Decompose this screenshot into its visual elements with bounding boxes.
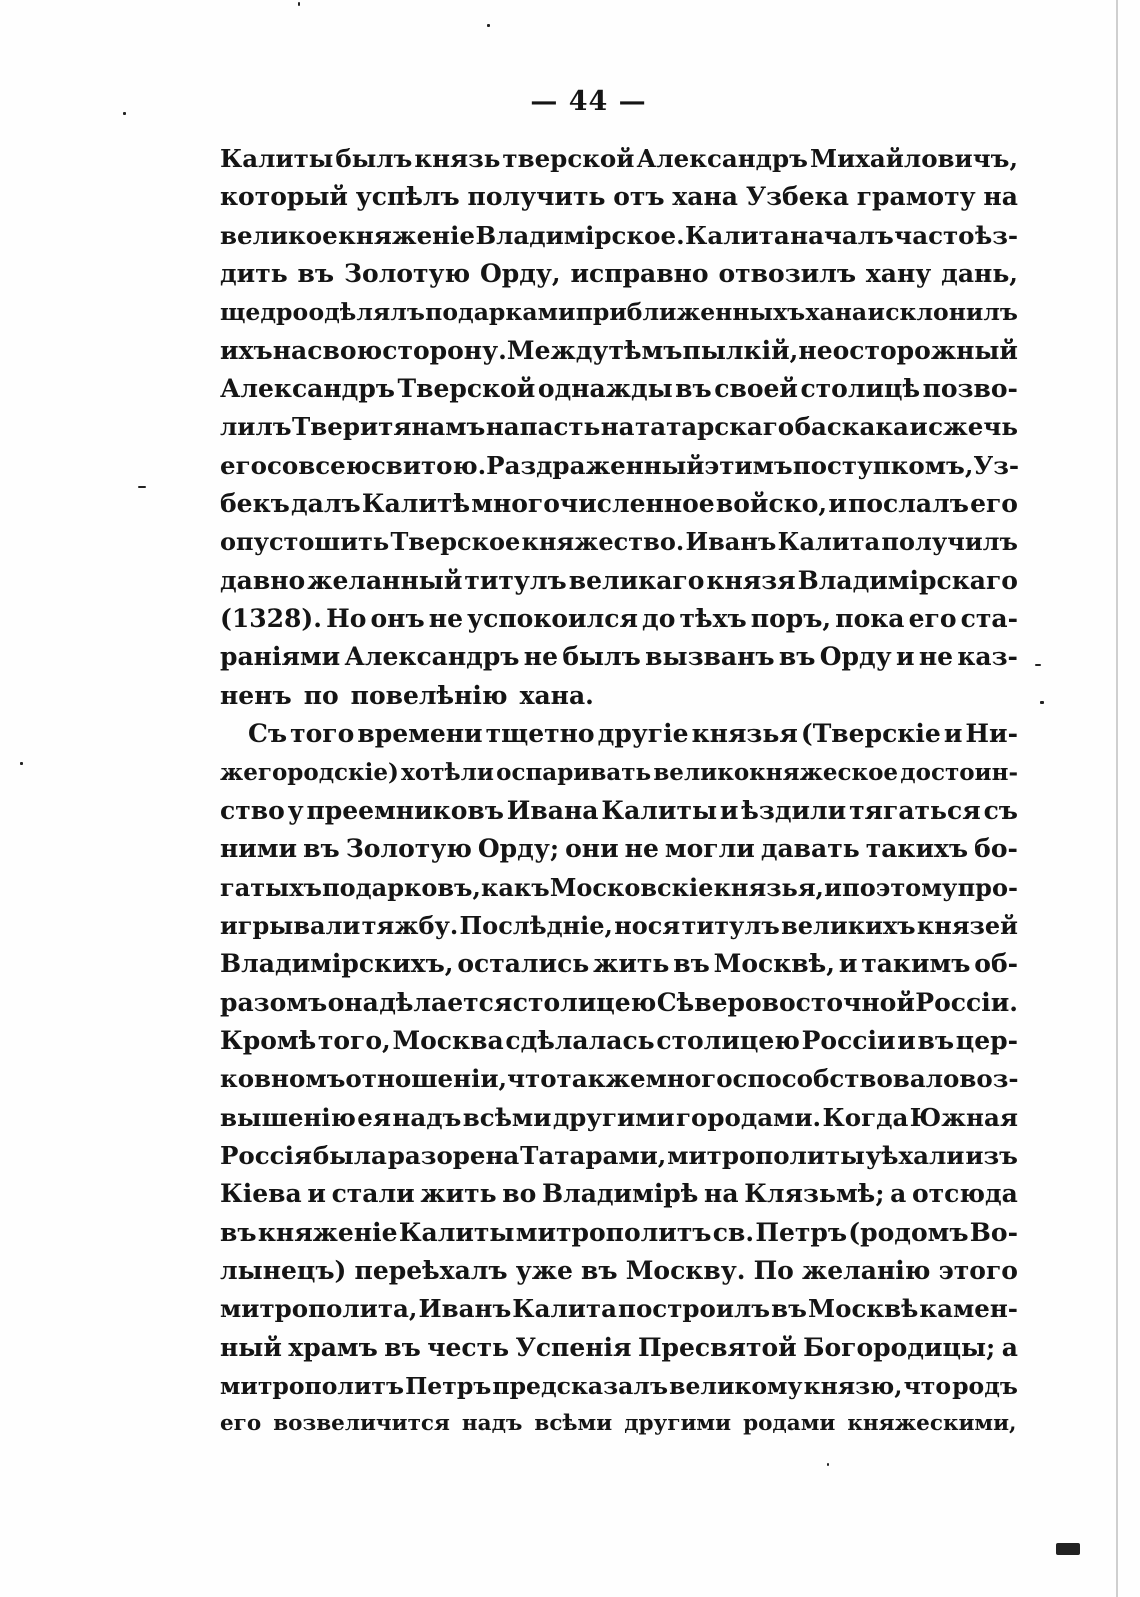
scan-speck: [1040, 701, 1044, 704]
scan-speck: [1035, 664, 1041, 666]
text-line: Кіева и стали жить во Владимірѣ на Клязьмѣ; а отсюда: [220, 1179, 1018, 1209]
scan-speck: [20, 762, 23, 765]
text-line: ихъ на свою сторону. Между тѣмъ пылкій, неосторожный: [220, 335, 1018, 365]
page-number: — 44 —: [530, 86, 647, 117]
text-line: великое княженіе Владимірское. Калита началъ часто ѣз-: [220, 220, 1018, 250]
text-line: ненъ по повелѣнію хана.: [220, 680, 594, 710]
page-edge: [1116, 0, 1118, 1597]
text-line: ный храмъ въ честь Успенія Пресвятой Богородицы; а: [220, 1332, 1018, 1362]
scan-speck: [827, 1463, 829, 1466]
text-line: давно желанный титулъ великаго князя Владимірскаго: [220, 565, 1018, 595]
text-line: ковномъ отношеніи, что также много способствовало воз-: [220, 1064, 1019, 1094]
text-line: ство у преемниковъ Ивана Калиты и ѣздили тягаться съ: [220, 795, 1018, 825]
text-line: митрополитъ Петръ предсказалъ великому князю, что родъ: [220, 1372, 1018, 1400]
text-line: его возвеличится надъ всѣми другими родами княжескими,: [220, 1411, 1017, 1437]
text-line: Россія была разорена Татарами, митрополиты уѣхали изъ: [220, 1140, 1018, 1170]
text-line: (1328). Но онъ не успокоился до тѣхъ поръ, пока его ста-: [220, 604, 1018, 634]
text-line: въ княженіе Калиты митрополитъ св. Петръ (родомъ Во-: [220, 1217, 1018, 1247]
scan-speck: [123, 112, 126, 115]
scan-speck: [487, 24, 490, 27]
text-line: митрополита, Иванъ Калита построилъ въ Москвѣ камен-: [220, 1294, 1018, 1324]
text-line: игрывали тяжбу. Послѣдніе, нося титулъ великихъ князей: [220, 910, 1018, 940]
text-line: Владимірскихъ, остались жить въ Москвѣ, и такимъ об-: [220, 949, 1018, 979]
body-text: [220, 140, 1018, 1444]
text-line: Александръ Тверской однажды въ своей столицѣ позво-: [220, 374, 1018, 404]
text-line: Кромѣ того, Москва сдѣлалась столицею Россіи и въ цер-: [220, 1025, 1018, 1055]
text-line: ними въ Золотую Орду; они не могли давать такихъ бо-: [220, 834, 1018, 864]
text-line: раніями Александръ не былъ вызванъ въ Орду и не каз-: [220, 642, 1018, 672]
text-line: который успѣлъ получить отъ хана Узбека грамоту на: [220, 182, 1018, 212]
text-line: лынецъ) переѣхалъ уже въ Москву. По желанію этого: [220, 1255, 1018, 1285]
text-line: дить въ Золотую Орду, исправно отвозилъ хану дань,: [220, 259, 1018, 289]
text-line: его со всею свитою. Раздраженный этимъ поступкомъ, Уз-: [220, 450, 1020, 480]
text-line: щедро одѣлялъ подарками приближенныхъ хана и склонилъ: [220, 298, 1018, 327]
text-line: гатыхъ подарковъ, какъ Московскіе князья, и поэтому про-: [220, 872, 1018, 902]
text-line: вышенію ея надъ всѣми другими городами. Когда Южная: [220, 1102, 1018, 1132]
text-line: бекъ далъ Калитѣ многочисленное войско, и послалъ его: [220, 489, 1018, 519]
text-line: Калиты былъ князь тверской Александръ Михайловичъ,: [220, 144, 1018, 173]
text-line: опустошить Тверское княжество. Иванъ Калита получилъ: [220, 527, 1018, 557]
text-line: разомъ она дѣлается столицею Сѣверовосточной Россіи.: [220, 987, 1018, 1017]
text-line: жегородскіе) хотѣли оспаривать великокняжеское достоин-: [220, 758, 1018, 786]
text-line: лилъ Тверитянамъ напасть на татарскаго баскака и сжечь: [220, 412, 1018, 442]
scan-speck: [298, 2, 300, 6]
scan-speck: [138, 486, 146, 488]
text-line: Съ того времени тщетно другіе князья (Тверскіе и Ни-: [248, 719, 1018, 749]
scan-speck: [1056, 1543, 1080, 1555]
